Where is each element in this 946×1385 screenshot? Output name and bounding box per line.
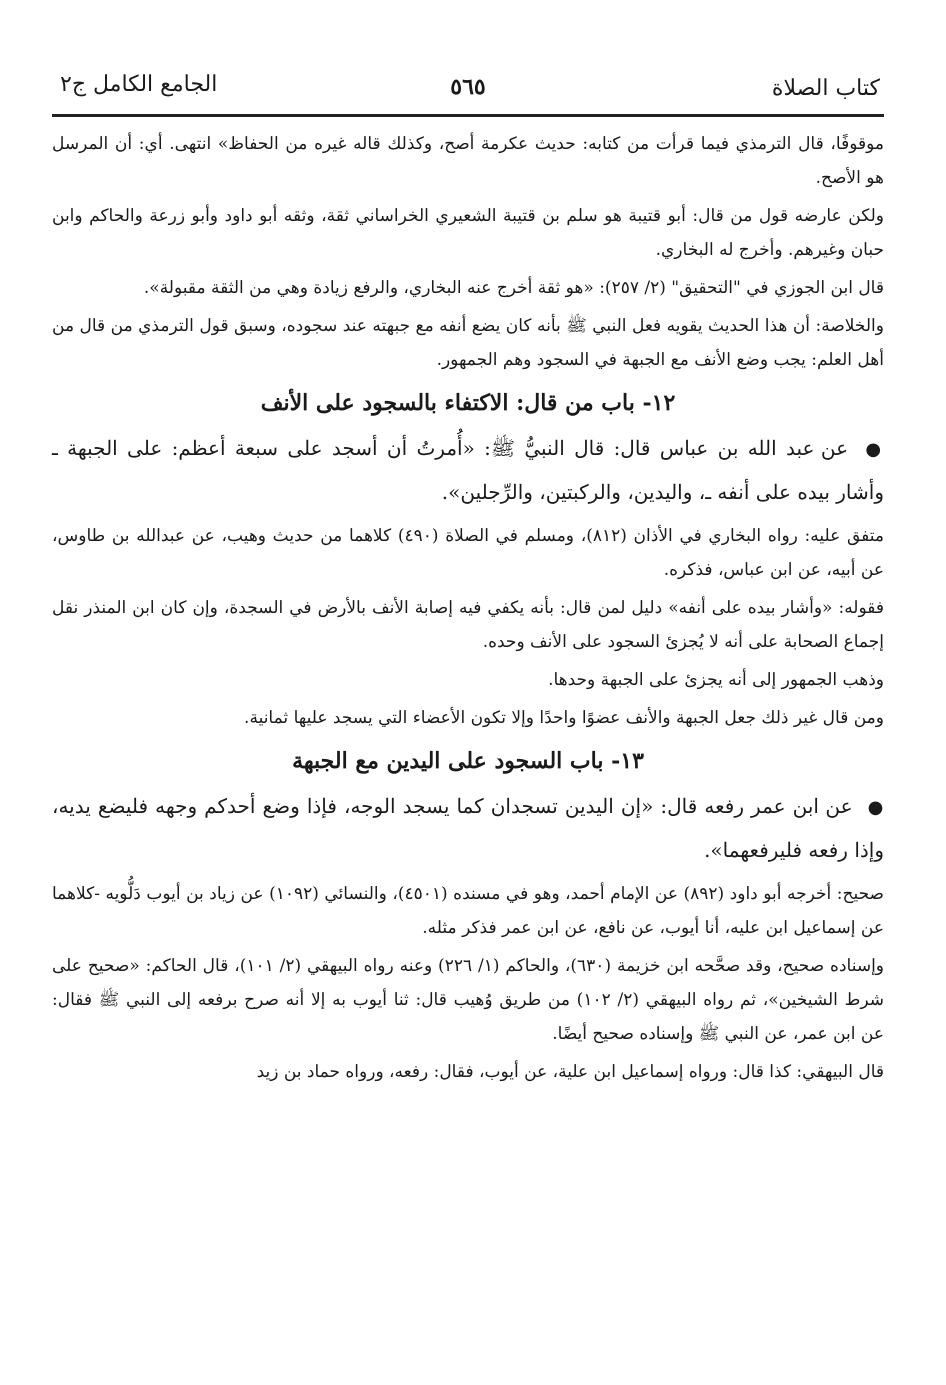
paragraph: وإسناده صحيح، وقد صحَّحه ابن خزيمة (٦٣٠)، والحاكم (١/ ٢٢٦) وعنه رواه البيهقي (٢/ ١٠١)، قال الحاكم: «صحيح على شرط الشيخين»، ثم رواه البيهقي (٢/ ١٠٢) من طريق وُهيب قال: ثنا أيوب به إلا أنه صرح برفعه إلى النبي ﷺ فقال: عن ابن عمر، عن النبي ﷺ وإسناده صحيح أيضًا. xyxy=(52,956,885,1044)
hadith-text xyxy=(52,427,884,513)
volume-title: الجامع الكامل ج٢ xyxy=(60,72,218,97)
section-heading-12: ١٢- باب من قال: الاكتفاء بالسجود على الأنف xyxy=(260,390,676,416)
paragraph: موقوفًا، قال الترمذي فيما قرأت من كتابه: حديث عكرمة أصح، وكذلك قاله غيره من الحفاظ» انتهى. أي: أن المرسل هو الأصح. xyxy=(52,134,884,188)
paragraph: قال البيهقي: كذا قال: ورواه إسماعيل ابن علية، عن أيوب، فقال: رفعه، ورواه حماد بن زيد xyxy=(256,1062,884,1082)
book-title: كتاب الصلاة xyxy=(771,76,880,101)
bullet-icon: ● xyxy=(867,797,884,818)
paragraph: فقوله: «وأشار بيده على أنفه» دليل لمن قال: بأنه يكفي فيه إصابة الأنف بالأرض في السجدة، وإن كان ابن المنذر نقل إجماع الصحابة على أنه لا يُجزئ السجود على الأنف وحده. xyxy=(52,598,884,652)
paragraph: قال ابن الجوزي في "التحقيق" (٢/ ٢٥٧): «هو ثقة أخرج عنه البخاري، والرفع زيادة وهي من الثقة مقبولة». xyxy=(143,278,884,298)
page-number: ٥٦٥ xyxy=(450,74,486,100)
hadith-body: عن عبد الله بن عباس قال: قال النبيُّ ﷺ: «أُمرتُ أن أسجد على سبعة أعظم: على الجبهة ـ وأشار بيده على أنفه ـ، واليدين، والركبتين، والرِّجلين». xyxy=(52,436,884,504)
book-page xyxy=(52,62,884,1365)
paragraph: والخلاصة: أن هذا الحديث يقويه فعل النبي ﷺ بأنه كان يضع أنفه مع جبهته عند سجوده، وسبق قول الترمذي من قال من أهل العلم: يجب وضع الأنف مع الجبهة في السجود وهم الجمهور. xyxy=(52,316,884,370)
paragraph: متفق عليه: رواه البخاري في الأذان (٨١٢)، ومسلم في الصلاة (٤٩٠) كلاهما من حديث وهيب، عن عبدالله بن طاوس، عن أبيه، عن ابن عباس، فذكره. xyxy=(52,526,884,580)
header-rule xyxy=(52,114,884,117)
hadith-body: عن ابن عمر رفعه قال: «إن اليدين تسجدان كما يسجد الوجه، فإذا وضع أحدكم وجهه فليضع يديه، وإذا رفعه فليرفعهما». xyxy=(52,794,884,862)
hadith-text xyxy=(52,785,884,871)
bullet-icon: ● xyxy=(865,439,884,460)
paragraph: ولكن عارضه قول من قال: أبو قتيبة هو سلم بن قتيبة الشعيري الخراساني ثقة، وثقه أبو داود وأبو زرعة والحاكم وابن حبان وغيرهم. وأخرج له البخاري. xyxy=(52,206,884,260)
paragraph: وذهب الجمهور إلى أنه يجزئ على الجبهة وحدها. xyxy=(548,670,884,690)
running-header xyxy=(52,62,884,114)
paragraph: ومن قال غير ذلك جعل الجبهة والأنف عضوًا واحدًا وإلا تكون الأعضاء التي يسجد عليها ثمانية. xyxy=(244,708,884,728)
section-heading-13: ١٣- باب السجود على اليدين مع الجبهة xyxy=(292,748,644,774)
paragraph: صحيح: أخرجه أبو داود (٨٩٢) عن الإمام أحمد، وهو في مسنده (٤٥٠١)، والنسائي (١٠٩٢) عن زياد بن أيوب دَلُّويه -كلاهما عن إسماعيل ابن عليه، أنا أيوب، عن نافع، عن ابن عمر فذكر مثله. xyxy=(52,884,884,938)
